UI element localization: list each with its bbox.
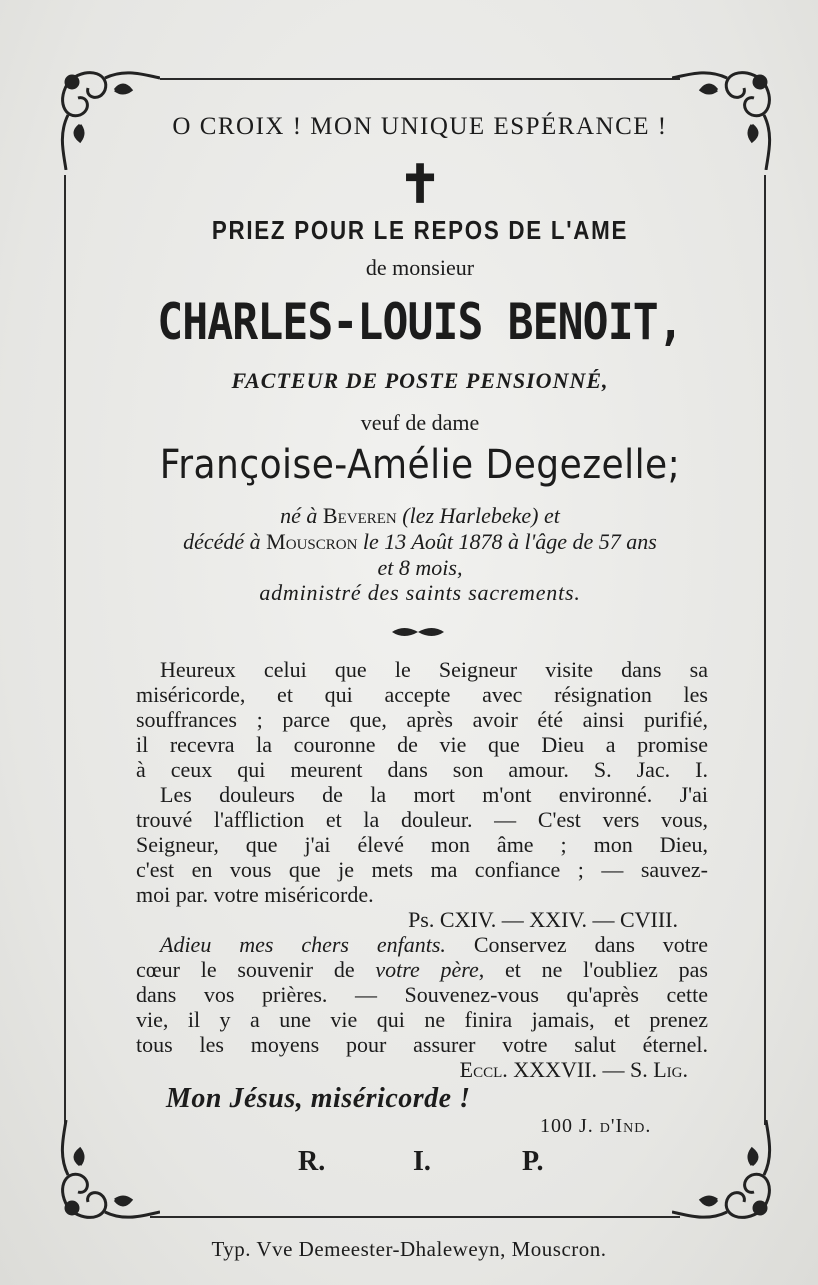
birth-place: Beveren	[322, 503, 397, 528]
psalm-reference: Ps. CXIV. — XXIV. — CVIII.	[408, 907, 678, 932]
prayer-heading: PRIEZ POUR LE REPOS DE L'AME	[211, 215, 629, 245]
age-months: et 8 mois,	[377, 555, 463, 580]
text-line: trouvé l'affliction et la douleur. — C'est vers vous,	[136, 807, 708, 832]
corner-ornament-icon	[50, 1120, 160, 1230]
text-line: il recevra la couronne de vie que Dieu a promise	[136, 732, 708, 757]
text-line: c'est en vous que je mets ma confiance ; — sauvez-	[136, 857, 708, 882]
printer-credit: Typ. Vve Demeester-Dhaleweyn, Mouscron.	[211, 1237, 607, 1261]
wife-name: Françoise-Amélie Degezelle;	[159, 442, 681, 488]
corner-ornament-icon	[672, 1120, 782, 1230]
rip-p: P.	[522, 1146, 544, 1177]
text-line	[136, 932, 708, 957]
text-line	[136, 957, 708, 982]
border-right	[764, 175, 766, 1125]
cross-icon: ✝	[398, 157, 442, 214]
eccl-reference: Eccl. XXXVII. — S. Lig.	[459, 1057, 688, 1082]
closing-invocation: Mon Jésus, miséricorde !	[166, 1083, 471, 1114]
adieu-phrase: Adieu mes chers enfants.	[160, 932, 446, 957]
scripture-text	[136, 657, 708, 1082]
border-top	[160, 78, 680, 80]
text-fragment: , et ne l'oubliez pas	[478, 957, 708, 982]
divider-ornament-icon	[390, 624, 446, 640]
deceased-occupation: FACTEUR DE POSTE PENSIONNÉ,	[231, 368, 609, 393]
death-place: Mouscron	[266, 529, 358, 554]
text-line: dans vos prières. — Souvenez-vous qu'après cette	[136, 982, 708, 1007]
border-bottom	[150, 1216, 680, 1218]
text-line: miséricorde, et qui accepte avec résignation les	[136, 682, 708, 707]
rip-i: I.	[413, 1146, 431, 1177]
text-fragment: cœur le souvenir de	[136, 957, 376, 982]
veuf-de-dame: veuf de dame	[360, 410, 480, 435]
votre-pere: votre père	[375, 957, 479, 982]
death-line	[100, 529, 740, 555]
de-monsieur: de monsieur	[365, 255, 475, 280]
text-line: tous les moyens pour assurer votre salut éternel.	[136, 1032, 708, 1057]
border-left	[64, 175, 66, 1125]
text-line: Les douleurs de la mort m'ont environné. J'ai	[160, 782, 708, 807]
death-date-age: le 13 Août 1878 à l'âge de 57 ans	[357, 529, 657, 554]
text-line: Seigneur, que j'ai élevé mon âme ; mon Dieu,	[136, 832, 708, 857]
deceased-name: CHARLES-LOUIS BENOIT,	[157, 293, 683, 351]
text-line: moi par. votre miséricorde.	[136, 882, 374, 907]
rip-r: R.	[298, 1146, 326, 1177]
text-line: souffrances ; parce que, après avoir été ainsi purifié,	[136, 707, 708, 732]
text-line: Heureux celui que le Seigneur visite dans sa	[160, 657, 708, 682]
death-prefix: décédé à	[183, 529, 267, 554]
indulgence: 100 J. d'Ind.	[540, 1115, 652, 1137]
text-fragment: Conservez dans votre	[445, 932, 708, 957]
birth-suffix: (lez Harlebeke) et	[396, 503, 560, 528]
sacraments-line: administré des saints sacrements.	[259, 580, 581, 605]
motto: O CROIX ! MON UNIQUE ESPÉRANCE !	[172, 113, 668, 140]
birth-prefix: né à	[280, 503, 323, 528]
text-line: à ceux qui meurent dans son amour. S. Jac. I.	[136, 757, 708, 782]
birth-line	[100, 503, 740, 529]
text-line: vie, il y a une vie qui ne finira jamais, et prenez	[136, 1007, 708, 1032]
